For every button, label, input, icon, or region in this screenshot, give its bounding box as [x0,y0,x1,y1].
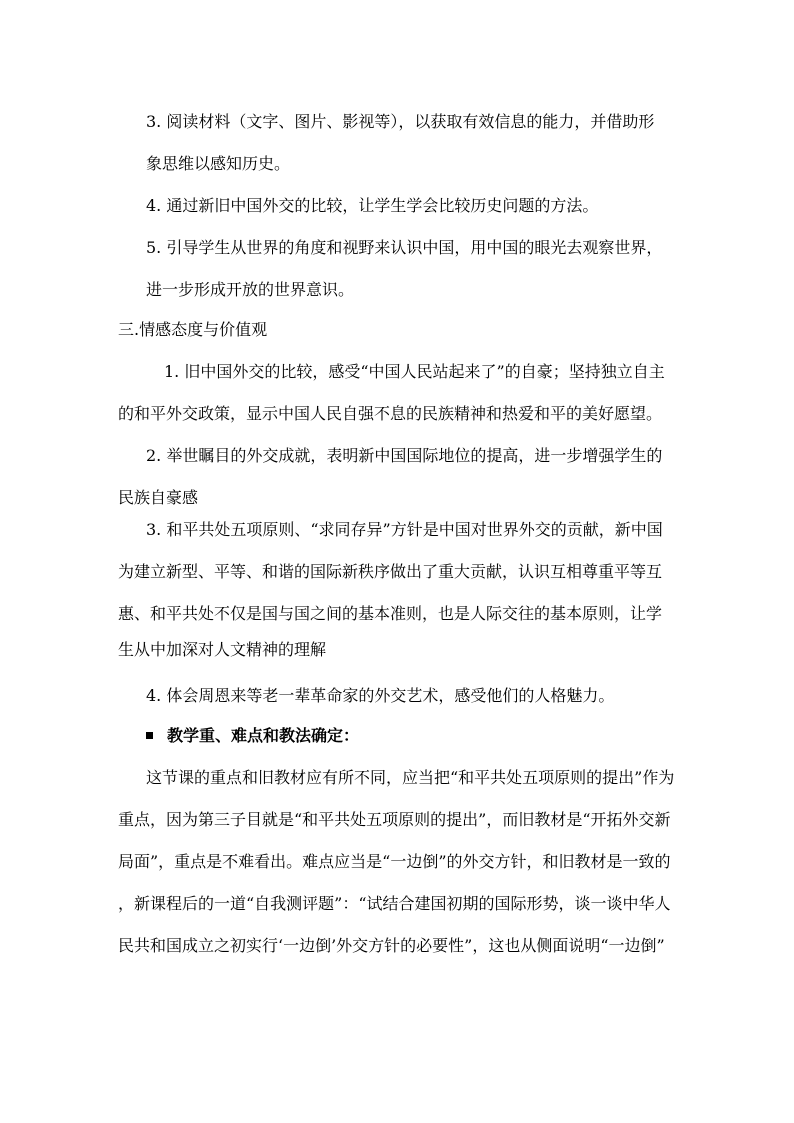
paragraph-line: 民族自豪感 [118,488,199,507]
paragraph-line: 惠、和平共处不仅是国与国之间的基本准则，也是人际交往的基本原则，让学 [118,604,663,623]
paragraph-line: 民共和国成立之初实行‘一边倒’外交方针的必要性”，这也从侧面说明“一边倒” [118,936,665,955]
section-heading-bold [146,726,359,746]
paragraph-line: 2. 举世瞩目的外交成就，表明新中国国际地位的提高，进一步增强学生的 [146,446,663,465]
paragraph-line: 4. 通过新旧中国外交的比较，让学生学会比较历史问题的方法。 [146,196,599,215]
heading-text: 教学重、难点和教法确定： [167,726,360,745]
paragraph-line: ，新课程后的一道“自我测评题”：“试结合建国初期的国际形势，谈一谈中华人 [118,894,671,913]
paragraph-line: 的和平外交政策，显示中国人民自强不息的民族精神和热爱和平的美好愿望。 [118,404,663,423]
paragraph-line: 局面”，重点是不难看出。难点应当是“一边倒”的外交方针，和旧教材是一致的 [118,852,671,871]
bullet-square-icon [146,732,153,739]
paragraph-line: 3. 阅读材料（文字、图片、影视等），以获取有效信息的能力，并借助形 [146,112,655,131]
section-heading: 三.情感态度与价值观 [118,320,268,339]
paragraph-line: 3. 和平共处五项原则、“求同存异”方针是中国对世界外交的贡献，新中国 [146,520,663,539]
paragraph-line: 生从中加深对人文精神的理解 [118,640,327,659]
paragraph-line: 1. 旧中国外交的比较，感受“中国人民站起来了”的自豪；坚持独立自主 [164,362,665,381]
paragraph-line: 为建立新型、平等、和谐的国际新秩序做出了重大贡献，认识互相尊重平等互 [118,562,663,581]
paragraph-line: 5. 引导学生从世界的角度和视野来认识中国，用中国的眼光去观察世界， [146,238,663,257]
paragraph-line: 进一步形成开放的世界意识。 [146,280,355,299]
paragraph-line: 这节课的重点和旧教材应有所不同，应当把“和平共处五项原则的提出”作为 [146,768,675,787]
paragraph-line: 象思维以感知历史。 [146,154,291,173]
paragraph-line: 重点，因为第三子目就是“和平共处五项原则的提出”，而旧教材是“开拓外交新 [118,810,671,829]
paragraph-line: 4. 体会周恩来等老一辈革命家的外交艺术，感受他们的人格魅力。 [146,686,615,705]
